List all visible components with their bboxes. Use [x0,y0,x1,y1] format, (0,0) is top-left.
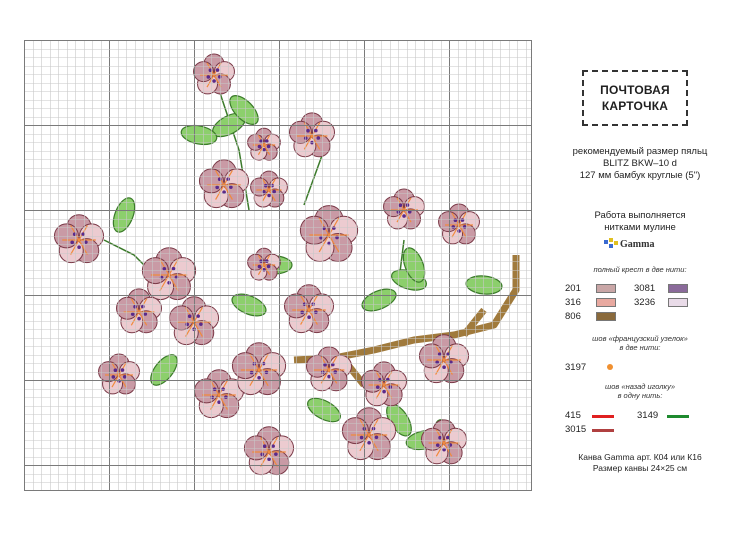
flower-center-dot [263,444,267,448]
flower-center-dot [73,232,77,236]
flower-center-dot [457,229,461,233]
canvas-info [540,452,740,474]
flower-center-dot [452,225,456,229]
gamma-logo [604,238,654,250]
full-cross-swatch [668,298,688,307]
threads-line-1: Работа выполняется [594,210,686,221]
full-cross-code: 316 [565,297,581,308]
full-cross-code: 806 [565,311,581,322]
flower-center-dot [314,310,318,314]
flower-center-dot [360,436,364,440]
flower-center-dot [272,190,276,194]
backstitch-code: 3015 [565,424,587,435]
flower-center-dot [215,186,219,190]
flower-center-dot [172,267,176,271]
flower-center-dot [137,317,141,321]
full-cross-code: 3081 [634,283,656,294]
flower-center-dot [314,129,318,133]
flower-center-dot [367,441,371,445]
flower-center-dot [121,368,125,372]
cross-stitch-chart [24,40,532,491]
threads-info [540,210,740,234]
backstitch-code: 415 [565,410,581,421]
flower-center-dot [267,194,271,198]
flower-center-dot [229,185,233,189]
flower-center-dot [112,375,116,379]
flower-center-dot [265,259,269,263]
gamma-logo-icon [604,238,618,250]
flower-center-dot [375,436,379,440]
french-knot-title: шов «французский узелок» [592,334,688,343]
flower-center-dot [123,375,127,379]
flower-center-dot [218,177,222,181]
flower-center-dot [376,385,380,389]
backstitch-title: шов «назад иголку» [605,382,675,391]
full-cross-swatch [596,284,616,293]
hoop-info [540,146,740,182]
flower-center-dot [442,365,446,369]
postcard-stamp [582,70,688,126]
flower-center-dot [221,387,225,391]
flower-center-dot [267,265,271,269]
french-knot-swatch [607,364,613,370]
stamp-line-1: ПОЧТОВАЯ [600,83,670,97]
french-knot-sub: в две нити: [619,343,661,352]
petal [300,216,328,244]
flower-center-dot [167,281,171,285]
backstitch-swatch [667,415,689,418]
flower-center-dot [141,305,145,309]
stamp-line-2: КАРТОЧКА [601,99,669,113]
flower-center-dot [461,218,465,222]
threads-line-2: нитками мулине [604,222,676,233]
flower-center-dot [307,315,311,319]
flower-center-dot [257,376,261,380]
hoop-line-2: BLITZ BKW–10 d [603,158,677,169]
flower-center-dot [311,302,315,306]
backstitch-swatch [592,429,614,432]
flower-center-dot [262,268,266,272]
flower-center-dot [131,312,135,316]
hoop-line-3: 127 мм бамбук круглые (5") [579,170,701,181]
flower-center-dot [274,452,278,456]
hoop-line-1: рекомендуемый размер пяльц [572,146,708,157]
french-knot-code: 3197 [565,362,587,373]
flower-center-dot [267,145,271,149]
backstitch-code: 3149 [637,410,659,421]
flower-center-dot [70,241,74,245]
flower-center-dot [332,226,336,230]
full-cross-code: 3236 [634,297,656,308]
canvas-line-1: Канва Gamma арт. К04 или К16 [578,452,702,462]
gamma-brand: Gamma [620,238,655,250]
stitch-grid [24,40,532,491]
flower-center-dot [436,443,440,447]
flower-center-dot [196,314,200,318]
flower-center-dot [454,218,458,222]
flower-center-dot [262,148,266,152]
flower-center-dot [188,314,192,318]
flower-center-dot [399,203,403,207]
flower-center-dot [114,368,118,372]
flower-center-dot [224,395,228,399]
flower-center-dot [258,265,262,269]
flower-center-dot [185,323,189,327]
flower-center-dot [207,75,211,79]
flower-center-dot [212,79,216,83]
flower-center-dot [260,453,264,457]
flower-center-dot [133,305,137,309]
flower-center-dot [226,177,230,181]
flower-center-dot [402,214,406,218]
full-cross-code: 201 [565,283,581,294]
flower-center-dot [267,457,271,461]
flower-center-dot [382,390,386,394]
flower-center-dot [218,75,222,79]
flower-center-dot [271,444,275,448]
flower-center-dot [334,370,338,374]
flower-center-dot [306,129,310,133]
full-cross-title: полный крест в две нити: [593,265,687,274]
full-cross-swatch [596,312,616,321]
flower-center-dot [463,225,467,229]
flower-center-dot [317,136,321,140]
backstitch-sub: в одну нить: [617,391,663,400]
full-cross-swatch [668,284,688,293]
canvas-line-2: Размер канвы 24×25 см [592,463,688,473]
flower-center-dot [216,68,220,72]
full-cross-swatch [596,298,616,307]
backstitch-swatch [592,415,614,418]
flower-center-dot [163,267,167,271]
flower-center-dot [77,245,81,249]
flower-center-dot [199,322,203,326]
flower-center-dot [258,145,262,149]
